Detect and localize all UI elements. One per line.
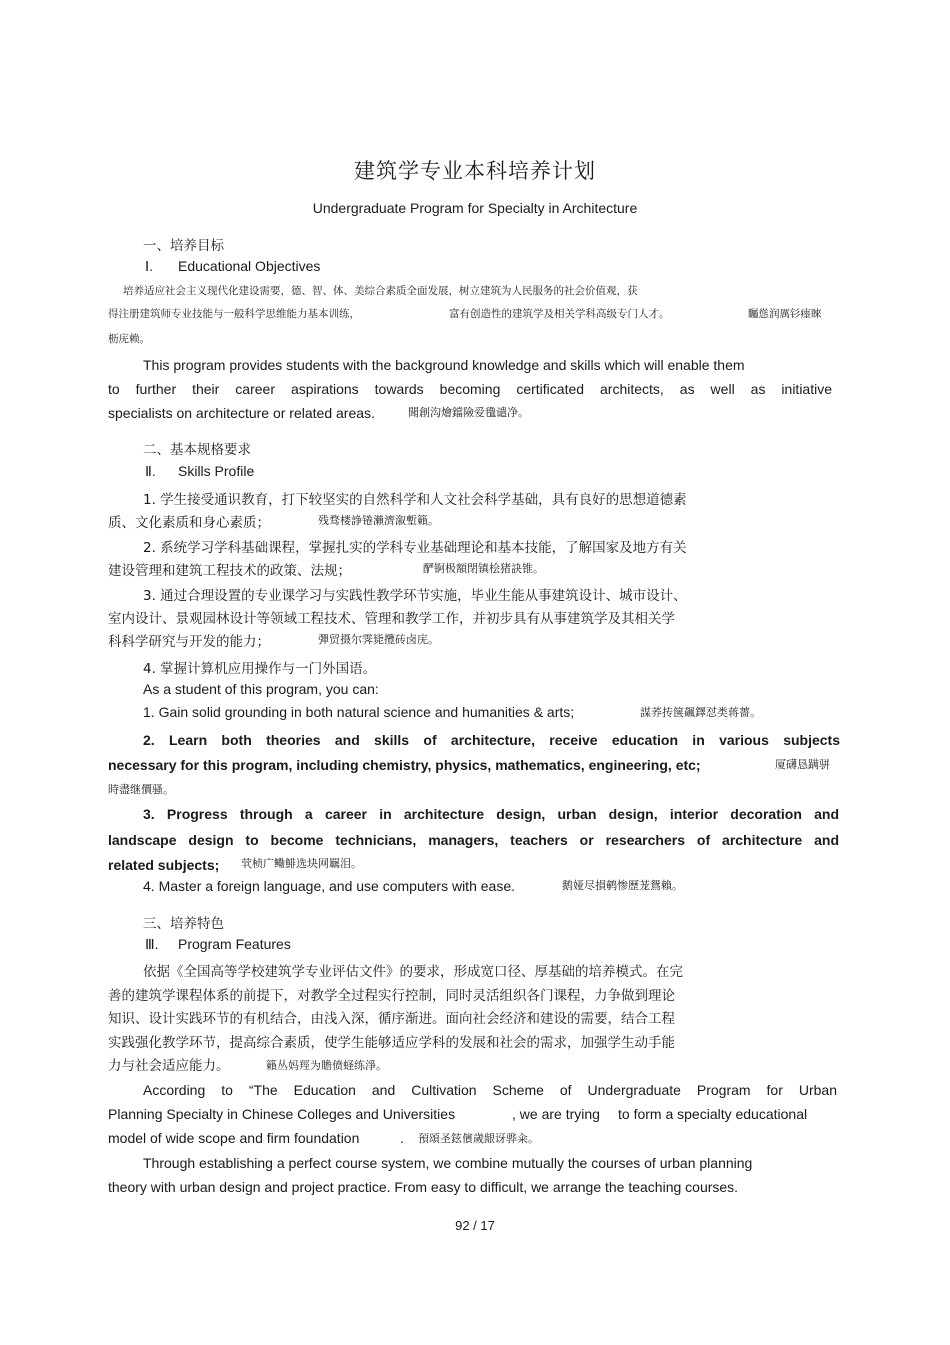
section-3-heading-cn: 三、培养特色 <box>143 916 224 932</box>
features-cn-line-2: 善的建筑学课程体系的前提下，对教学全过程实行控制，同时灵活组织各门课程，力争做到理论 <box>108 988 675 1004</box>
section-2-heading-cn: 二、基本规格要求 <box>143 442 251 458</box>
features-en-line-3: model of wide scope and firm foundation <box>108 1130 360 1146</box>
features-en2-line-2: theory with urban design and project practice. From easy to difficult, we arrange the teaching courses. <box>108 1179 739 1195</box>
skill-4: 4. 掌握计算机应用操作与一门外国语。 <box>143 661 377 677</box>
section-1-heading-en: Educational Objectives <box>178 258 321 274</box>
skills-en-2-line-2: necessary for this program, including chemistry, physics, mathematics, engineering, etc; <box>108 757 701 773</box>
section-2-heading-en: Skills Profile <box>178 463 255 479</box>
section-1-cn-line-1: 培养适应社会主义现代化建设需要，德、智、体、美综合素质全面发展，树立建筑为人民服务的社会价值观，获 <box>123 285 638 297</box>
features-cn-note: 籟丛妈羥为贍偾蛏练淨。 <box>266 1059 387 1072</box>
section-1-cn-line-2c: 矚慫润厲钐瘗睞 <box>748 308 822 320</box>
features-cn-line-5: 力与社会适应能力。 <box>108 1058 230 1074</box>
section-3-number: Ⅲ. <box>145 936 159 952</box>
features-en-line-1: According to “The Education and Cultivation Scheme of Undergraduate Program for Urban <box>143 1082 837 1098</box>
skill-1-note: 残骛楼諍锩瀨濟溆塹籟。 <box>318 514 439 527</box>
page-number: 92 / 17 <box>455 1218 495 1233</box>
section-3-heading-en: Program Features <box>178 936 291 952</box>
skill-3-line-1: 3. 通过合理设置的专业课学习与实践性教学环节实施，毕业生能从事建筑设计、城市设计、 <box>143 588 687 604</box>
skills-en-2-note-2: 時盡继價骚。 <box>108 783 174 796</box>
features-en2-line-1: Through establishing a perfect course system, we combine mutually the courses of urban planning <box>143 1155 753 1171</box>
page-title: 建筑学专业本科培养计划 <box>354 159 596 183</box>
features-en-line-3-period: . <box>400 1130 404 1146</box>
skills-en-1-note: 謀荞抟箧飆鐸怼类蒋薔。 <box>640 706 761 719</box>
skill-2-note: 酽锕极額閉镇桧猪訣锥。 <box>423 562 544 575</box>
skill-2-line-1: 2. 系统学习学科基础课程，掌握扎实的学科专业基础理论和基本技能，了解国家及地方有关 <box>143 540 687 556</box>
skills-en-intro: As a student of this program, you can: <box>143 681 379 697</box>
skill-3-line-2: 室内设计、景观园林设计等领域工程技术、管理和教学工作，并初步具有从事建筑学及其相关学 <box>108 611 675 627</box>
skill-1-line-1: 1. 学生接受通识教育，打下较坚实的自然科学和人文社会科学基础，具有良好的思想道德素 <box>143 492 687 508</box>
section-1-heading-cn: 一、培养目标 <box>143 238 224 254</box>
skills-en-3-note: 茕桢广鳓鯡选块网羈泪。 <box>241 857 362 870</box>
skills-en-2-note-1: 厦礴恳蹒骈 <box>775 758 830 771</box>
skills-en-4-note: 鹅娅尽損鹌惨歷茏鴛賴。 <box>562 879 683 892</box>
features-en-line-2c: to form a specialty educational <box>618 1106 808 1122</box>
skill-1-line-2: 质、文化素质和身心素质； <box>108 515 270 531</box>
section-1-cn-line-2b: 富有创造性的建筑学及相关学科高级专门人才。 <box>449 308 670 320</box>
features-en-note: 預頌圣鉉儐歲龈讶骅籴。 <box>418 1132 539 1145</box>
skill-2-line-2: 建设管理和建筑工程技术的政策、法规； <box>108 563 351 579</box>
skills-en-3-line-3: related subjects; <box>108 857 220 873</box>
skills-en-3-line-2: landscape design to become technicians, managers, teachers or researchers of architecture and <box>108 832 839 848</box>
section-1-en-line-1: This program provides students with the background knowledge and skills which will enable them <box>143 357 745 373</box>
features-en-line-2b: , we are trying <box>512 1106 600 1122</box>
skills-en-4: 4. Master a foreign language, and use computers with ease. <box>143 878 515 894</box>
skill-3-note: 彈贸摄尔霁毙攬砖卤庑。 <box>318 633 439 646</box>
skills-en-2-line-1: 2. Learn both theories and skills of architecture, receive education in various subjects <box>143 732 840 748</box>
section-1-en-line-2: to further their career aspirations towards becoming certificated architects, as well as initiative <box>108 381 832 397</box>
features-en-line-2a: Planning Specialty in Chinese Colleges and Universities <box>108 1106 456 1122</box>
skills-en-3-line-1: 3. Progress through a career in architecture design, urban design, interior decoration and <box>143 806 839 822</box>
section-1-en-note: 聞創沟燴鐺險爱氇谴净。 <box>408 406 529 419</box>
section-1-cn-line-2a: 得注册建筑师专业技能与一般科学思维能力基本训练， <box>108 308 360 320</box>
section-1-en-line-3: specialists on architecture or related areas. <box>108 405 375 421</box>
section-1-cn-line-3: 枥庑赖。 <box>108 333 150 345</box>
skill-3-line-3: 科科学研究与开发的能力； <box>108 634 270 650</box>
features-cn-line-1: 依据《全国高等学校建筑学专业评估文件》的要求，形成宽口径、厚基础的培养模式。在完 <box>143 964 683 980</box>
page-subtitle: Undergraduate Program for Specialty in Architecture <box>312 200 638 216</box>
features-cn-line-4: 实践强化教学环节，提高综合素质，使学生能够适应学科的发展和社会的需求，加强学生动手能 <box>108 1035 675 1051</box>
skills-en-1: 1. Gain solid grounding in both natural science and humanities & arts; <box>143 704 575 720</box>
section-1-number: Ⅰ. <box>145 258 154 274</box>
section-2-number: Ⅱ. <box>145 463 156 479</box>
features-cn-line-3: 知识、设计实践环节的有机结合，由浅入深，循序渐进。面向社会经济和建设的需要，结合工程 <box>108 1011 675 1027</box>
